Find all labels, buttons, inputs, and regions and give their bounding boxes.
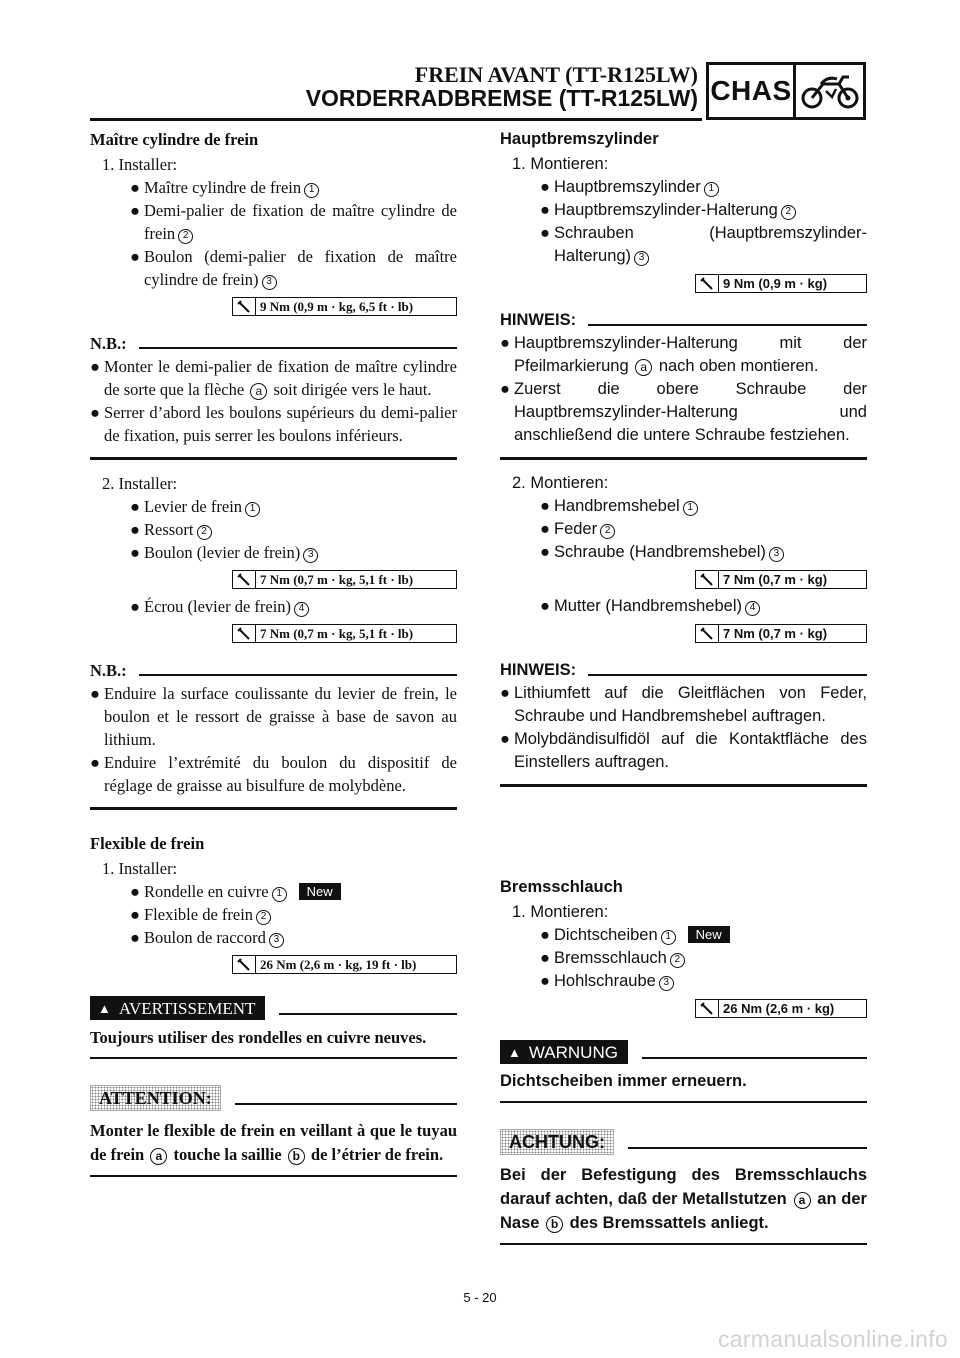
torque-spec <box>232 297 457 316</box>
attention-text-fr <box>90 1119 457 1167</box>
warning-icon: ▲ <box>98 1000 111 1016</box>
note-item: ● Hauptbremszylinder-Halterung mit der Pfeilmarkierung a nach oben montieren. <box>500 334 867 375</box>
callout-number: 2 <box>197 525 212 540</box>
note-text: Lithiumfett auf die Gleitflächen von Feder, Schraube und Handbremshebel auftragen. <box>514 684 867 725</box>
mc-item-text: Boulon (demi-palier de fixation de maître cylindre de frein) <box>144 247 457 289</box>
lever-item-fr: ● Levier de frein 1 <box>90 495 457 518</box>
callout-number: 1 <box>704 182 719 197</box>
attention-text: de l’étrier de frein. <box>310 1145 444 1164</box>
note-item: ● Zuerst die obere Schraube der Hauptbremszylinder-Halterung und anschließend die untere Schraube festziehen. <box>500 380 867 444</box>
wrench-icon <box>233 956 256 973</box>
note-label: HINWEIS: <box>500 311 577 329</box>
note-text: Molybdändisulfidöl auf die Kontaktfläche des Einstellers auftragen. <box>514 730 867 771</box>
hose-item-de: ● Bremsschlauch 2 <box>500 947 867 970</box>
wrench-icon <box>696 1000 719 1017</box>
mc-step1-fr: 1. Installer: <box>102 155 178 174</box>
note-text: soit dirigée vers le haut. <box>273 380 432 399</box>
callout-number: 3 <box>269 933 284 948</box>
note-text: Zuerst die obere Schraube der Hauptbremszylinder-Halterung und anschließend die untere Schraube festziehen. <box>514 380 867 444</box>
lever-item-text: Feder <box>554 520 598 538</box>
note-text: Monter le demi-palier de fixation de maître cylindre de sorte que la flèche <box>104 357 457 399</box>
attention-label: ATTENTION: <box>90 1085 221 1111</box>
site-watermark: carmanualsonline.info <box>717 1326 948 1352</box>
callout-number: 3 <box>659 976 674 991</box>
callout-number: 1 <box>661 930 676 945</box>
attention-label: ACHTUNG: <box>500 1129 614 1155</box>
hose-step1-de: 1. Montieren: <box>512 903 609 921</box>
callout-letter: b <box>288 1148 305 1165</box>
note-item: ● Molybdändisulfidöl auf die Kontaktfläche des Einstellers auftragen. <box>500 730 867 771</box>
attention-header-fr <box>90 1085 457 1111</box>
mc-item-text: Maître cylindre de frein <box>144 178 302 197</box>
wrench-icon <box>696 275 719 292</box>
note-item: ● Serrer d’abord les boulons supérieurs du demi-palier de fixation, puis serrer les boulons inférieurs. <box>90 403 457 445</box>
warning-header-de <box>500 1040 867 1064</box>
lever-item-de: ● Feder 2 <box>500 518 867 541</box>
mc-item-fr: ● Demi-palier de fixation de maître cylindre de frein 2 <box>130 201 457 243</box>
lever-item-de: ● Schraube (Handbremshebel) 3 <box>500 541 867 564</box>
mc-item-de: ● Schrauben (Hauptbremszylinder-Halterung) 3 <box>540 224 867 265</box>
torque-value: 9 Nm (0,9 m · kg) <box>723 276 828 291</box>
hose-item-text: Flexible de frein <box>144 905 254 924</box>
note-label: N.B.: <box>90 334 127 353</box>
lever-item-text: Handbremshebel <box>554 497 680 515</box>
mc-step1-de: 1. Montieren: <box>512 155 609 173</box>
callout-letter: a <box>150 1148 167 1165</box>
lever-step2-de: 2. Montieren: <box>512 474 609 492</box>
callout-number: 4 <box>745 601 760 616</box>
wrench-icon <box>696 625 719 642</box>
lever-item-text: Écrou (levier de frein) <box>144 597 292 616</box>
note-label: N.B.: <box>90 661 127 680</box>
wrench-icon <box>233 571 256 588</box>
warning-label: AVERTISSEMENT <box>118 998 256 1018</box>
callout-number: 2 <box>256 910 271 925</box>
wrench-icon <box>696 571 719 588</box>
hose-item-fr: ● Rondelle en cuivre 1 New <box>90 880 457 903</box>
column-de <box>500 128 867 1245</box>
lever-item-text: Boulon (levier de frein) <box>144 543 301 562</box>
mc-title-de: Hauptbremszylinder <box>500 130 659 148</box>
note-text: Enduire l’extrémité du boulon du dispositif de réglage de graisse au bisulfure de molybdène. <box>104 753 457 795</box>
callout-number: 1 <box>245 502 260 517</box>
callout-number: 1 <box>304 183 319 198</box>
note-text: Enduire la surface coulissante du levier de frein, le boulon et le ressort de graisse à base de savon au lithium. <box>104 684 457 749</box>
wrench-icon <box>233 298 256 315</box>
note-text: Serrer d’abord les boulons supérieurs du demi-palier de fixation, puis serrer les boulons inférieurs. <box>104 403 457 445</box>
header-rule <box>90 118 702 121</box>
lever-item-fr: ● Écrou (levier de frein) 4 <box>90 595 457 618</box>
lever-item-fr: ● Boulon (levier de frein) 3 <box>90 541 457 564</box>
callout-number: 4 <box>294 602 309 617</box>
note-block-de <box>500 309 867 460</box>
hose-item-text: Hohlschraube <box>554 972 656 990</box>
torque-spec <box>695 624 867 643</box>
torque-value: 7 Nm (0,7 m · kg) <box>723 626 828 641</box>
callout-number: 2 <box>178 229 193 244</box>
warning-header-fr <box>90 996 457 1020</box>
hose-item-text: Boulon de raccord <box>144 928 266 947</box>
lever-item-de: ● Mutter (Handbremshebel) 4 <box>500 595 867 618</box>
torque-spec <box>695 274 867 293</box>
hose-item-de: ● Dichtscheiben 1 New <box>500 924 867 947</box>
warning-text-de: Dichtscheiben immer erneuern. <box>500 1072 747 1090</box>
warning-badge <box>90 996 265 1020</box>
torque-spec <box>232 570 457 589</box>
callout-letter: a <box>250 383 267 400</box>
callout-number: 3 <box>262 275 277 290</box>
attention-text: an der Nase <box>500 1190 867 1232</box>
hose-item-fr: ● Flexible de frein 2 <box>90 903 457 926</box>
callout-number: 3 <box>634 251 649 266</box>
callout-number: 1 <box>683 501 698 516</box>
lever-item-text: Levier de frein <box>144 497 243 516</box>
torque-spec <box>232 955 457 974</box>
attention-text: des Bremssattels anliegt. <box>569 1214 769 1232</box>
hose-item-fr: ● Boulon de raccord 3 <box>90 926 457 949</box>
page-number: 5 - 20 <box>463 1290 497 1305</box>
section-title-de: VORDERRADBREMSE (TT-R125LW) <box>305 85 698 111</box>
mc-item-de: ● Hauptbremszylinder-Halterung 2 <box>500 199 867 222</box>
hose-item-de: ● Hohlschraube 3 <box>500 970 867 993</box>
callout-letter: a <box>635 359 652 376</box>
callout-number: 2 <box>600 524 615 539</box>
torque-spec <box>232 624 457 643</box>
lever-item-text: Mutter (Handbremshebel) <box>554 597 742 615</box>
torque-value: 26 Nm (2,6 m · kg) <box>723 1001 835 1016</box>
hose-title-de: Bremsschlauch <box>500 878 623 896</box>
motorcycle-icon <box>796 65 863 117</box>
note-block-fr <box>90 659 457 810</box>
lever-item-fr: ● Ressort 2 <box>90 518 457 541</box>
lever-item-text: Schraube (Handbremshebel) <box>554 543 766 561</box>
note-item: ● Enduire l’extrémité du boulon du dispositif de réglage de graisse au bisulfure de molybdène. <box>90 753 457 795</box>
mc-item-text: Schrauben (Hauptbremszylinder-Halterung) <box>554 224 867 265</box>
callout-letter: b <box>546 1216 563 1233</box>
note-block-fr <box>90 332 457 460</box>
mc-item-fr: ● Boulon (demi-palier de fixation de maître cylindre de frein) 3 <box>130 247 457 289</box>
callout-number: 1 <box>272 887 287 902</box>
note-item: ● Monter le demi-palier de fixation de maître cylindre de sorte que la flèche a soit dirigée vers le haut. <box>90 357 457 399</box>
section-badge <box>706 62 866 120</box>
attention-text: Bei der Befestigung des Bremsschlauchs darauf achten, daß der Metallstutzen <box>500 1166 867 1208</box>
warning-icon: ▲ <box>508 1044 521 1060</box>
hose-item-text: Dichtscheiben <box>554 926 658 944</box>
attention-header-de <box>500 1129 867 1155</box>
mc-item-text: Demi-palier de fixation de maître cylindre de frein <box>144 201 457 243</box>
torque-spec <box>695 570 867 589</box>
wrench-icon <box>233 625 256 642</box>
hose-step1-fr: 1. Installer: <box>102 859 178 878</box>
warning-label: WARNUNG <box>528 1042 618 1062</box>
lever-item-text: Ressort <box>144 520 194 539</box>
torque-value: 9 Nm (0,9 m · kg, 6,5 ft · lb) <box>260 299 414 314</box>
mc-item-text: Hauptbremszylinder <box>554 178 701 196</box>
hose-item-text: Rondelle en cuivre <box>144 882 269 901</box>
hose-item-text: Bremsschlauch <box>554 949 667 967</box>
callout-letter: a <box>794 1192 811 1209</box>
torque-spec <box>695 999 867 1018</box>
note-text: Hauptbremszylinder-Halterung mit der Pfeilmarkierung <box>514 334 867 375</box>
column-fr <box>90 128 457 1177</box>
note-block-de <box>500 659 867 787</box>
note-text: nach oben montieren. <box>658 357 819 375</box>
lever-item-de: ● Handbremshebel 1 <box>500 495 867 518</box>
mc-item-fr: ● Maître cylindre de frein 1 <box>90 176 457 199</box>
note-label: HINWEIS: <box>500 661 577 679</box>
callout-number: 3 <box>303 548 318 563</box>
section-title-fr: FREIN AVANT (TT-R125LW) <box>414 62 698 87</box>
section-label: CHAS <box>709 65 796 117</box>
new-badge: New <box>688 926 730 943</box>
new-badge: New <box>299 883 341 900</box>
callout-number: 3 <box>769 547 784 562</box>
warning-badge <box>500 1040 628 1064</box>
callout-number: 2 <box>670 953 685 968</box>
callout-number: 2 <box>781 205 796 220</box>
torque-value: 26 Nm (2,6 m · kg, 19 ft · lb) <box>260 957 417 972</box>
torque-value: 7 Nm (0,7 m · kg, 5,1 ft · lb) <box>260 626 414 641</box>
attention-text-de <box>500 1163 867 1235</box>
lever-step2-fr: 2. Installer: <box>102 474 178 493</box>
attention-text: Monter le flexible de frein en veillant à que le tuyau de frein <box>90 1121 457 1164</box>
mc-title-fr: Maître cylindre de frein <box>90 130 259 149</box>
warning-text-fr: Toujours utiliser des rondelles en cuivre neuves. <box>90 1028 427 1047</box>
mc-item-text: Hauptbremszylinder-Halterung <box>554 201 778 219</box>
torque-value: 7 Nm (0,7 m · kg) <box>723 572 828 587</box>
torque-value: 7 Nm (0,7 m · kg, 5,1 ft · lb) <box>260 572 414 587</box>
note-item: ● Lithiumfett auf die Gleitflächen von Feder, Schraube und Handbremshebel auftragen. <box>500 684 867 725</box>
attention-text: touche la saillie <box>173 1145 282 1164</box>
hose-title-fr: Flexible de frein <box>90 834 205 853</box>
note-item: ● Enduire la surface coulissante du levier de frein, le boulon et le ressort de graisse à base de savon au lithium. <box>90 684 457 749</box>
mc-item-de: ● Hauptbremszylinder 1 <box>500 176 867 199</box>
